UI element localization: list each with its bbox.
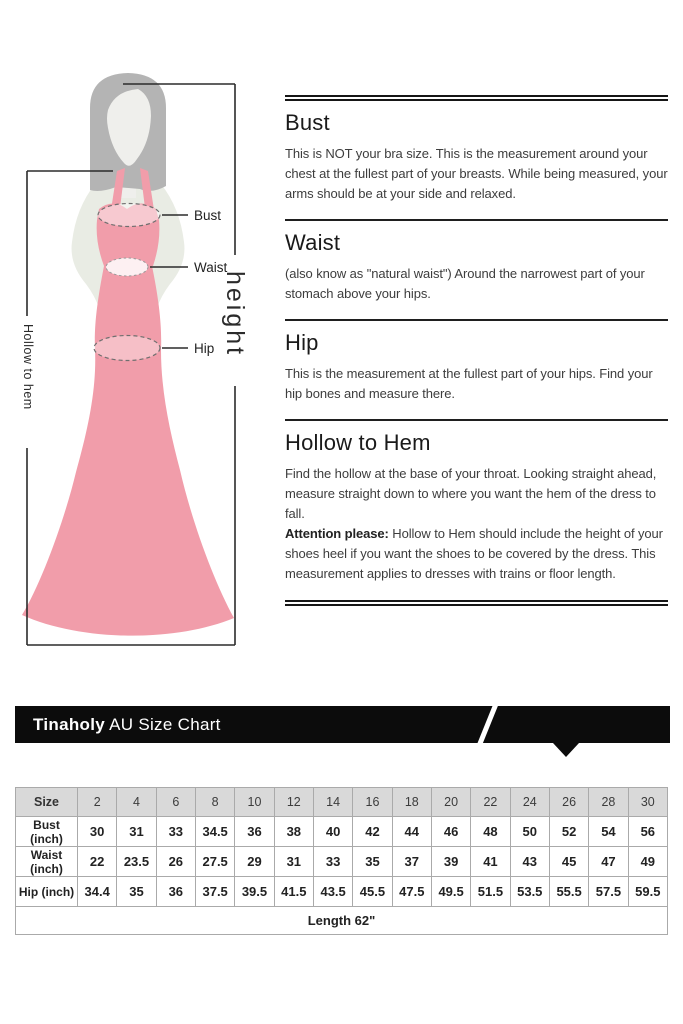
waist-pointer-label: Waist [194,260,228,275]
size-column-header: 24 [510,788,549,817]
height-label: height [221,271,249,358]
measurement-value-cell: 49 [628,847,667,877]
measurement-row-label: Hip (inch) [16,877,78,907]
attention-label: Attention please: [285,526,389,541]
bust-pointer-label: Bust [194,208,222,223]
hollow-section-attention [285,524,668,584]
hollow-section-body: Find the hollow at the base of your throat. Looking straight ahead, measure straight down to where you want the hem of the dress to fall. [285,466,657,521]
measurement-value-cell: 48 [471,817,510,847]
size-column-header: 16 [353,788,392,817]
size-header-label: Size [16,788,78,817]
measurement-value-cell: 46 [431,817,470,847]
banner-title: AU Size Chart [105,715,221,734]
measurement-value-cell: 45.5 [353,877,392,907]
measurement-value-cell: 43.5 [313,877,352,907]
brand-name: Tinaholy [33,715,105,734]
size-chart-banner [15,706,670,743]
measurement-value-cell: 33 [313,847,352,877]
hollow-section-title: Hollow to Hem [285,430,431,455]
measurement-row [16,877,668,907]
measurement-value-cell: 37.5 [195,877,234,907]
measurement-value-cell: 49.5 [431,877,470,907]
measurement-value-cell: 35 [353,847,392,877]
size-column-header: 2 [78,788,117,817]
measurement-value-cell: 31 [274,847,313,877]
size-column-header: 26 [549,788,588,817]
measurement-value-cell: 53.5 [510,877,549,907]
guide-section-hollow-to-hem [285,421,668,584]
measurement-value-cell: 45 [549,847,588,877]
dress-measurement-diagram [20,58,252,650]
measurement-row-label: Waist (inch) [16,847,78,877]
measurement-value-cell: 36 [235,817,274,847]
size-column-header: 22 [471,788,510,817]
size-column-header: 28 [589,788,628,817]
size-column-header: 4 [117,788,156,817]
size-chart-foot [16,907,668,935]
hollow-to-hem-label: Hollow to hem [21,324,35,410]
size-column-header: 20 [431,788,470,817]
measurement-value-cell: 57.5 [589,877,628,907]
bust-section-title: Bust [285,110,330,135]
measurement-value-cell: 26 [156,847,195,877]
size-column-header: 18 [392,788,431,817]
measurement-value-cell: 34.4 [78,877,117,907]
measurement-value-cell: 34.5 [195,817,234,847]
banner-slash-decoration [476,706,499,743]
measurement-value-cell: 35 [117,877,156,907]
measurement-value-cell: 47 [589,847,628,877]
guide-bottom-rule [285,600,668,606]
size-chart-body [16,817,668,907]
waist-section-body: (also know as "natural waist") Around the narrowest part of your stomach above your hips. [285,266,645,301]
measurement-value-cell: 39 [431,847,470,877]
attention-body: Hollow to Hem should include the height of your shoes heel if you want the shoes to be covered by the dress. This measurement applies to dresses with trains or floor length. [285,526,663,581]
hip-section-body: This is the measurement at the fullest part of your hips. Find your hip bones and measure there. [285,366,653,401]
measurement-value-cell: 30 [78,817,117,847]
measurement-value-cell: 27.5 [195,847,234,877]
size-chart-head [16,788,668,817]
size-chart-section [15,787,668,935]
measurement-value-cell: 37 [392,847,431,877]
bust-ellipse [98,204,160,227]
measurement-value-cell: 47.5 [392,877,431,907]
measurement-value-cell: 22 [78,847,117,877]
measurement-value-cell: 23.5 [117,847,156,877]
measurement-value-cell: 38 [274,817,313,847]
measurement-value-cell: 33 [156,817,195,847]
waist-ellipse [106,258,148,276]
waist-section-title: Waist [285,230,341,255]
measurement-value-cell: 39.5 [235,877,274,907]
size-column-header: 30 [628,788,667,817]
guide-section-bust [285,101,668,204]
measurement-value-cell: 31 [117,817,156,847]
measurement-value-cell: 59.5 [628,877,667,907]
banner-pointer-triangle [553,743,579,757]
length-row [16,907,668,935]
measurement-value-cell: 55.5 [549,877,588,907]
measurement-value-cell: 56 [628,817,667,847]
measurement-value-cell: 41 [471,847,510,877]
measurement-value-cell: 29 [235,847,274,877]
size-chart-table [15,787,668,935]
measurement-value-cell: 54 [589,817,628,847]
guide-section-hip [285,321,668,404]
bust-section-body: This is NOT your bra size. This is the measurement around your chest at the fullest part of your breasts. While being measured, your arms should be at your side and relaxed. [285,146,668,201]
size-column-header: 12 [274,788,313,817]
length-footer-cell: Length 62" [16,907,668,935]
hip-section-title: Hip [285,330,319,355]
size-column-header: 6 [156,788,195,817]
measurement-row-label: Bust (inch) [16,817,78,847]
measurement-value-cell: 52 [549,817,588,847]
measurement-value-cell: 36 [156,877,195,907]
measurement-value-cell: 44 [392,817,431,847]
dress-skirt [22,266,234,636]
measurement-value-cell: 42 [353,817,392,847]
size-column-header: 10 [235,788,274,817]
guide-section-waist [285,221,668,304]
measurement-value-cell: 51.5 [471,877,510,907]
hip-pointer-label: Hip [194,341,215,356]
measurement-guide [285,95,668,606]
measurement-row [16,817,668,847]
measurement-value-cell: 43 [510,847,549,877]
size-column-header: 14 [313,788,352,817]
measurement-value-cell: 41.5 [274,877,313,907]
measurement-value-cell: 50 [510,817,549,847]
measurement-value-cell: 40 [313,817,352,847]
hip-ellipse [94,336,160,361]
measurement-row [16,847,668,877]
size-column-header: 8 [195,788,234,817]
